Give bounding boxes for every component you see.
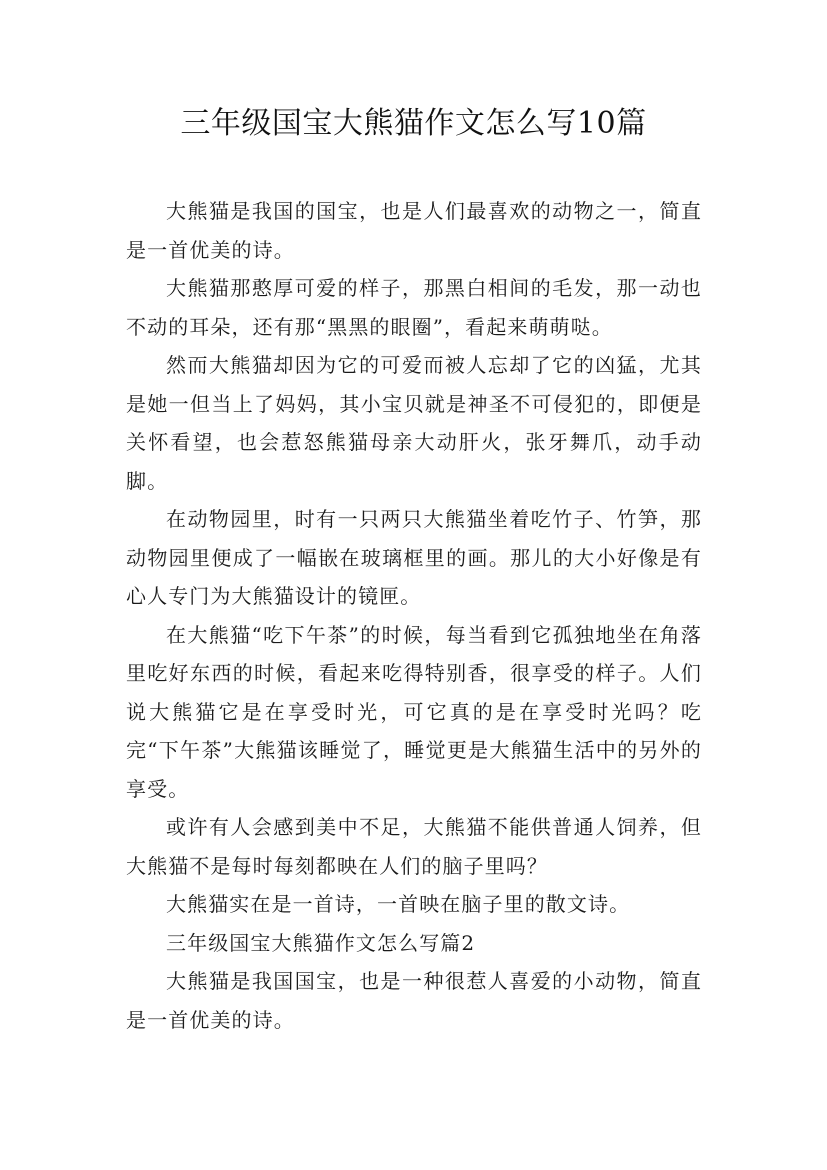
- document-title: 三年级国宝大熊猫作文怎么写10篇: [180, 106, 647, 141]
- paragraph: 大熊猫是我国的国宝，也是人们最喜欢的动物之一，简直是一首优美的诗。: [126, 199, 702, 262]
- section-heading: 三年级国宝大熊猫作文怎么写篇2: [166, 930, 476, 955]
- paragraph: 大熊猫实在是一首诗，一首映在脑子里的散文诗。: [166, 892, 631, 916]
- paragraph: 在大熊猫“吃下午茶”的时候，每当看到它孤独地坐在角落里吃好东西的时候，看起来吃得特别香，很享受的样子。人们说大熊猫它是在享受时光，可它真的是在享受时光吗？吃完“下午茶”大熊猫该睡觉了，睡觉更是大熊猫生活中的另外的享受。: [126, 622, 702, 801]
- paragraph: 在动物园里，时有一只两只大熊猫坐着吃竹子、竹笋，那动物园里便成了一幅嵌在玻璃框里的画。那儿的大小好像是有心人专门为大熊猫设计的镜匣。: [126, 507, 702, 608]
- paragraph: 大熊猫那憨厚可爱的样子，那黑白相间的毛发，那一动也不动的耳朵，还有那“黑黑的眼圈”，看起来萌萌哒。: [126, 276, 702, 339]
- paragraph: 或许有人会感到美中不足，大熊猫不能供普通人饲养，但大熊猫不是每时每刻都映在人们的脑子里吗？: [126, 815, 702, 878]
- document-body: [126, 192, 702, 1039]
- paragraph: 然而大熊猫却因为它的可爱而被人忘却了它的凶猛，尤其是她一但当上了妈妈，其小宝贝就是神圣不可侵犯的，即便是关怀看望，也会惹怒熊猫母亲大动肝火，张牙舞爪，动手动脚。: [126, 353, 702, 493]
- paragraph: 大熊猫是我国国宝，也是一种很惹人喜爱的小动物，简直是一首优美的诗。: [126, 969, 702, 1032]
